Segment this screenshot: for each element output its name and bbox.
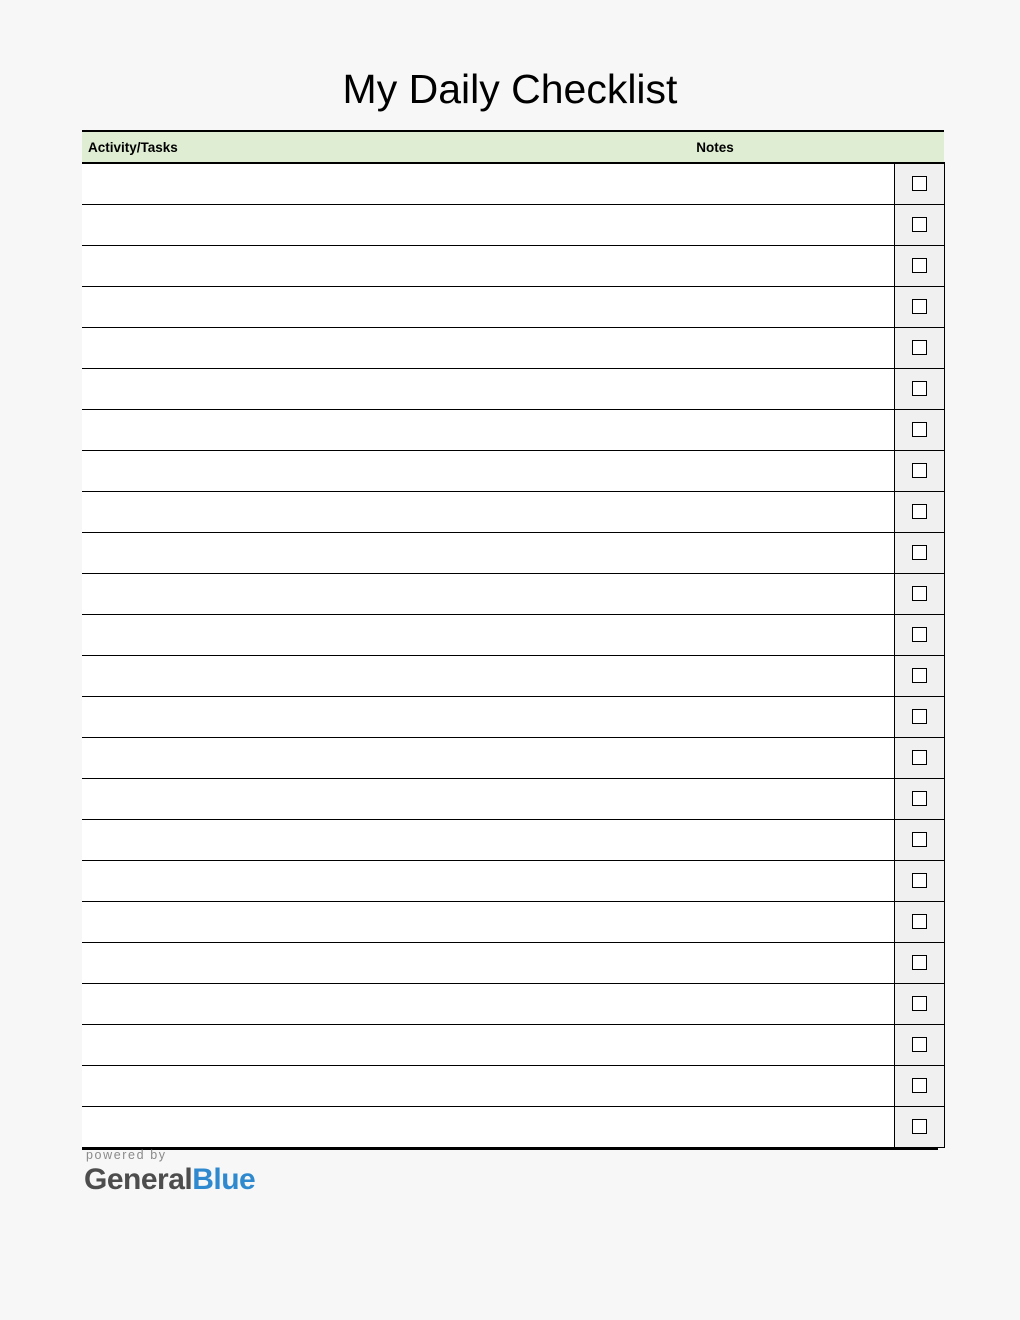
checkbox-cell[interactable]: [894, 779, 944, 820]
activity-cell[interactable]: [82, 246, 894, 287]
table-row: [82, 246, 944, 287]
checkbox-cell[interactable]: [894, 902, 944, 943]
activity-cell[interactable]: [82, 820, 894, 861]
table-row: [82, 779, 944, 820]
checkbox-cell[interactable]: [894, 1107, 944, 1148]
checkbox-cell[interactable]: [894, 697, 944, 738]
column-header-activity: Activity/Tasks: [82, 131, 536, 163]
table-row: [82, 697, 944, 738]
activity-cell[interactable]: [82, 902, 894, 943]
table-row: [82, 943, 944, 984]
table-row: [82, 287, 944, 328]
checkbox-cell[interactable]: [894, 615, 944, 656]
activity-cell[interactable]: [82, 533, 894, 574]
checkbox-icon[interactable]: [912, 627, 927, 642]
checkbox-icon[interactable]: [912, 258, 927, 273]
checkbox-icon[interactable]: [912, 955, 927, 970]
table-row: [82, 1107, 944, 1148]
checkbox-cell[interactable]: [894, 451, 944, 492]
checkbox-icon[interactable]: [912, 545, 927, 560]
table-row: [82, 533, 944, 574]
page-title: My Daily Checklist: [342, 66, 678, 112]
table-row: [82, 861, 944, 902]
column-header-check: [894, 131, 944, 163]
checkbox-cell[interactable]: [894, 533, 944, 574]
checkbox-cell[interactable]: [894, 574, 944, 615]
table-row: [82, 205, 944, 246]
activity-cell[interactable]: [82, 943, 894, 984]
checkbox-icon[interactable]: [912, 668, 927, 683]
checkbox-cell[interactable]: [894, 328, 944, 369]
activity-cell[interactable]: [82, 861, 894, 902]
activity-cell[interactable]: [82, 451, 894, 492]
checkbox-icon[interactable]: [912, 1119, 927, 1134]
checkbox-icon[interactable]: [912, 873, 927, 888]
checkbox-icon[interactable]: [912, 422, 927, 437]
checkbox-cell[interactable]: [894, 163, 944, 205]
checkbox-cell[interactable]: [894, 656, 944, 697]
table-row: [82, 369, 944, 410]
table-row: [82, 984, 944, 1025]
activity-cell[interactable]: [82, 1107, 894, 1148]
table-row: [82, 574, 944, 615]
logo-text-general: General: [84, 1163, 193, 1196]
checkbox-cell[interactable]: [894, 820, 944, 861]
table-row: [82, 1025, 944, 1066]
checkbox-icon[interactable]: [912, 504, 927, 519]
checkbox-icon[interactable]: [912, 586, 927, 601]
powered-by-label: powered by: [86, 1148, 167, 1162]
checkbox-cell[interactable]: [894, 369, 944, 410]
activity-cell[interactable]: [82, 656, 894, 697]
table-row: [82, 492, 944, 533]
table-row: [82, 656, 944, 697]
activity-cell[interactable]: [82, 738, 894, 779]
checkbox-icon[interactable]: [912, 176, 927, 191]
column-header-notes: Notes: [536, 131, 894, 163]
activity-cell[interactable]: [82, 779, 894, 820]
checkbox-cell[interactable]: [894, 1025, 944, 1066]
activity-cell[interactable]: [82, 984, 894, 1025]
checkbox-icon[interactable]: [912, 832, 927, 847]
checkbox-cell[interactable]: [894, 738, 944, 779]
checkbox-cell[interactable]: [894, 984, 944, 1025]
table-row: [82, 615, 944, 656]
activity-cell[interactable]: [82, 163, 894, 205]
checkbox-icon[interactable]: [912, 299, 927, 314]
checkbox-icon[interactable]: [912, 1078, 927, 1093]
activity-cell[interactable]: [82, 615, 894, 656]
table-row: [82, 902, 944, 943]
footer-branding: [84, 1148, 384, 1197]
checkbox-icon[interactable]: [912, 340, 927, 355]
checkbox-icon[interactable]: [912, 217, 927, 232]
activity-cell[interactable]: [82, 410, 894, 451]
checklist-rows: [82, 163, 944, 1148]
checkbox-cell[interactable]: [894, 205, 944, 246]
checkbox-icon[interactable]: [912, 381, 927, 396]
table-row: [82, 1066, 944, 1107]
logo-text-blue: Blue: [192, 1163, 256, 1196]
checkbox-icon[interactable]: [912, 750, 927, 765]
checkbox-cell[interactable]: [894, 492, 944, 533]
table-header-row: [82, 131, 944, 163]
table-row: [82, 451, 944, 492]
checkbox-cell[interactable]: [894, 861, 944, 902]
checkbox-cell[interactable]: [894, 1066, 944, 1107]
checkbox-icon[interactable]: [912, 463, 927, 478]
checkbox-icon[interactable]: [912, 1037, 927, 1052]
activity-cell[interactable]: [82, 697, 894, 738]
activity-cell[interactable]: [82, 1025, 894, 1066]
checkbox-cell[interactable]: [894, 246, 944, 287]
table-row: [82, 163, 944, 205]
activity-cell[interactable]: [82, 1066, 894, 1107]
activity-cell[interactable]: [82, 205, 894, 246]
checkbox-cell[interactable]: [894, 943, 944, 984]
activity-cell[interactable]: [82, 369, 894, 410]
checkbox-icon[interactable]: [912, 791, 927, 806]
table-row: [82, 820, 944, 861]
checkbox-cell[interactable]: [894, 410, 944, 451]
checkbox-icon[interactable]: [912, 996, 927, 1011]
activity-cell[interactable]: [82, 574, 894, 615]
checkbox-icon[interactable]: [912, 914, 927, 929]
activity-cell[interactable]: [82, 287, 894, 328]
table-row: [82, 410, 944, 451]
table-row: [82, 328, 944, 369]
checkbox-cell[interactable]: [894, 287, 944, 328]
checkbox-icon[interactable]: [912, 709, 927, 724]
activity-cell[interactable]: [82, 492, 894, 533]
activity-cell[interactable]: [82, 328, 894, 369]
checklist-sheet: [82, 62, 938, 1150]
checklist-table: [82, 130, 945, 1148]
generalblue-logo: [84, 1163, 384, 1197]
table-row: [82, 738, 944, 779]
